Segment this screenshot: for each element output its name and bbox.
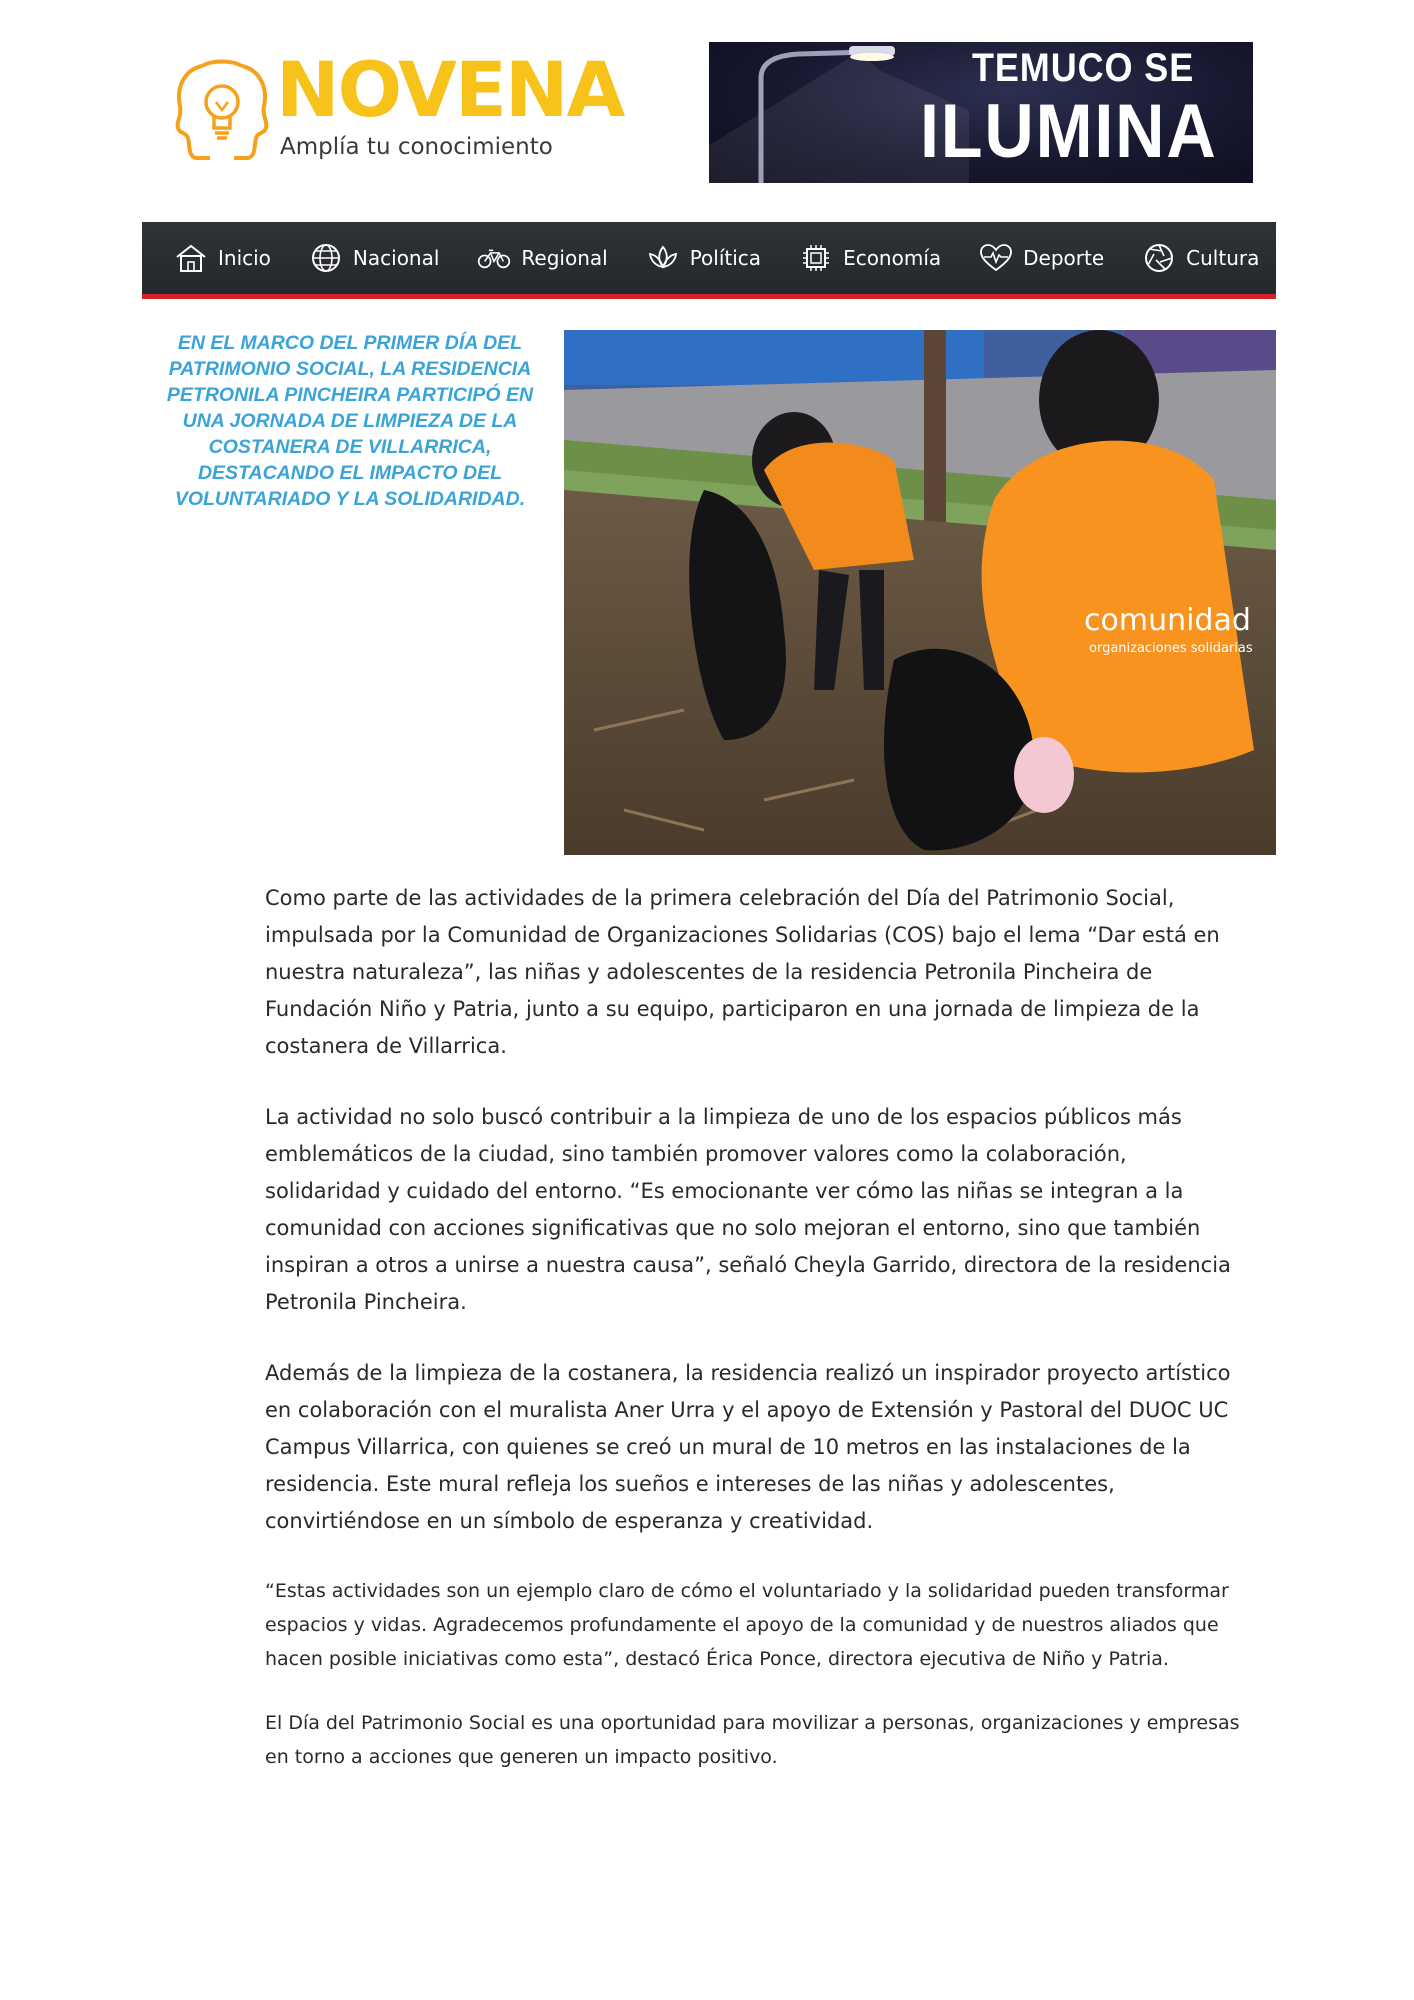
nav-item-nacional[interactable]	[309, 243, 440, 273]
shirt-subtext: organizaciones solidarias	[1089, 641, 1253, 656]
globe-icon	[309, 243, 343, 273]
site-logo[interactable]	[172, 45, 632, 170]
banner-headline-top: TEMUCO SE	[972, 46, 1195, 90]
ad-banner[interactable]	[709, 42, 1253, 183]
nav-item-politica[interactable]	[646, 243, 761, 273]
aperture-icon	[1142, 243, 1176, 273]
brand-tagline: Amplía tu conocimiento	[280, 134, 553, 160]
nav-item-economia[interactable]	[799, 243, 941, 273]
banner-headline-main: ILUMINA	[920, 89, 1218, 174]
nav-label: Inicio	[218, 246, 271, 270]
lightbulb-head-logo-icon	[172, 58, 272, 168]
article-photo	[564, 330, 1276, 855]
nav-item-inicio[interactable]	[174, 243, 271, 273]
nav-item-regional[interactable]	[477, 243, 607, 273]
cleanup-photo-illustration	[564, 330, 1276, 855]
article-paragraph: Como parte de las actividades de la primera celebración del Día del Patrimonio Social, impulsada por la Comunidad de Organizaciones Solidarias (COS) bajo el lema “Dar está en nuestra naturaleza”, las niñas y adolescentes de la residencia Petronila Pincheira de Fundación Niño y Patria, junto a su equipo, participaron en una jornada de limpieza de la costanera de Villarrica.	[265, 886, 1220, 1058]
article-paragraph: El Día del Patrimonio Social es una oportunidad para movilizar a personas, organizaciones y empresas en torno a acciones que generen un impacto positivo.	[265, 1712, 1240, 1768]
nav-item-deporte[interactable]	[979, 243, 1104, 273]
nav-label: Regional	[521, 246, 608, 270]
nav-item-cultura[interactable]	[1142, 243, 1259, 273]
article-lead: EN EL MARCO DEL PRIMER DÍA DEL PATRIMONIO SOCIAL, LA RESIDENCIA PETRONILA PINCHEIRA PARTICIPÓ EN UNA JORNADA DE LIMPIEZA DE LA COSTANERA DE VILLARRICA, DESTACANDO EL IMPACTO DEL VOLUNTARIADO Y LA SOLIDARIDAD.	[166, 332, 534, 510]
shirt-text: comunidad	[1084, 603, 1251, 638]
bicycle-icon	[477, 243, 511, 273]
article-quote-paragraph: “Estas actividades son un ejemplo claro de cómo el voluntariado y la solidaridad pueden transformar espacios y vidas. Agradecemos profundamente el apoyo de la comunidad y de nuestros aliados que hacen posible iniciativas como esta”, destacó Érica Ponce, directora ejecutiva de Niño y Patria.	[265, 1580, 1229, 1670]
nav-label: Economía	[843, 246, 942, 270]
lotus-icon	[646, 243, 680, 273]
article-body	[265, 880, 1245, 1804]
main-navigation	[142, 222, 1276, 299]
brand-name: NOVENA	[276, 45, 624, 134]
nav-label: Nacional	[352, 246, 440, 270]
nav-label: Política	[689, 246, 762, 270]
chip-icon	[799, 243, 833, 273]
home-icon	[174, 243, 208, 273]
article-paragraph: La actividad no solo buscó contribuir a la limpieza de uno de los espacios públicos más emblemáticos de la ciudad, sino también promover valores como la colaboración, solidaridad y cuidado del entorno. “Es emocionante ver cómo las niñas se integran a la comunidad con acciones significativas que no solo mejoran el entorno, sino que también inspiran a otros a unirse a nuestra causa”, señaló Cheyla Garrido, directora de la residencia Petronila Pincheira.	[265, 1105, 1231, 1314]
nav-label: Cultura	[1186, 246, 1260, 270]
heartbeat-icon	[979, 243, 1013, 273]
article-paragraph: Además de la limpieza de la costanera, la residencia realizó un inspirador proyecto artístico en colaboración con el muralista Aner Urra y el apoyo de Extensión y Pastoral del DUOC UC Campus Villarrica, con quienes se creó un mural de 10 metros en las instalaciones de la residencia. Este mural refleja los sueños e intereses de las niñas y adolescentes, convirtiéndose en un símbolo de esperanza y creatividad.	[265, 1361, 1231, 1533]
nav-label: Deporte	[1023, 246, 1105, 270]
